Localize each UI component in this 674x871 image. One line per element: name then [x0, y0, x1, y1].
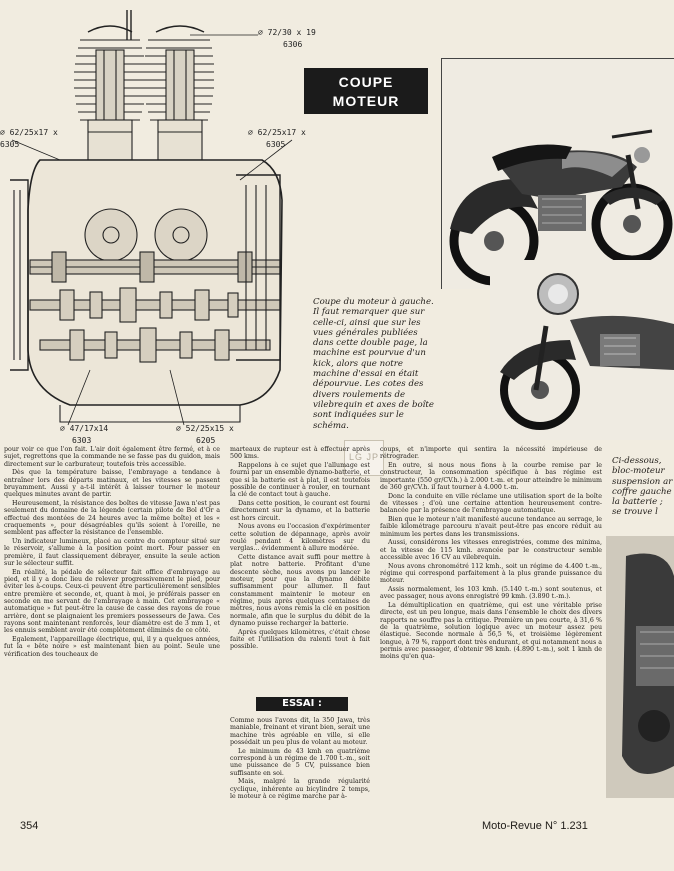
- paragraph: marteaux de rupteur est à effectuer après 500 kms.: [230, 446, 370, 461]
- bearing-code-bottom-right: 6205: [196, 436, 216, 445]
- bearing-label-left: ⌀ 62/25x17 x: [0, 128, 58, 137]
- paragraph: Nous avons chronométré 112 kmh., soit un régime de 4.400 t.-m., régime qui correspond parfaitement à la plus grande puissance du moteur.: [380, 562, 602, 585]
- paragraph: Assis normalement, les 103 kmh. (5.140 t.-m.) sont soutenus, et avec passager, nous avons enregistré 99 kmh. (3.890 t.-m.).: [380, 585, 602, 601]
- bearing-label-right: ⌀ 62/25x17 x: [248, 128, 306, 137]
- watermark-text: LG JP: [348, 452, 379, 462]
- paragraph: Comme nous l'avons dit, la 350 Jawa, très maniable, freinant et virant bien, serait une machine très agréable en ville, si elle possédait un peu plus de volant au moteur.: [230, 717, 370, 747]
- bearing-code-right: 6305: [266, 140, 286, 149]
- motorcycle-photo-top: [441, 58, 674, 289]
- bearing-label-top-right: ⌀ 72/30 x 19: [258, 28, 316, 37]
- paragraph: Donc la conduite en ville réclame une utilisation sport de la boîte de vitesses ; d'où une certaine attention heureusement contre-balancée par la présence de l'embrayage automatique.: [380, 492, 602, 515]
- motorcycle-photo-middle: [490, 260, 674, 440]
- paragraph: Mais, malgré la grande régularité cyclique, inhérente au bicylindre 2 temps, le moteur à ce régime marche par à-: [230, 778, 370, 801]
- article-column-3: [380, 446, 602, 662]
- bearing-label-bottom-right: ⌀ 52/25x15 x: [176, 424, 234, 433]
- footer-issue-number: N° 1.231: [544, 820, 588, 832]
- paragraph: En outre, si nous nous fions à la courbe remise par le constructeur, la consommation spécifique à bas régime est importante (550 gr/CV.h.) à 2.000 t.-m. et pour atteindre le minimum de 360 gr/CV.h. il faut tourner à 4.000 t.-m.: [380, 461, 602, 492]
- bearing-label-bottom-left: ⌀ 47/17x14: [60, 424, 109, 433]
- article-column-2-top: [230, 446, 370, 652]
- paragraph: Aussi, considérons les vitesses enregistrées, comme des minima, et la vitesse de 115 kmh. avancée par le constructeur semble accessible avec 16 CV au vilebrequin.: [380, 539, 602, 561]
- paragraph: Heureusement, la résistance des boîtes de vitesse Jawa n'est pas seulement du domaine de la légende (certain pilote de Bol d'Or a effectué des montées de 24 heures avec la même boîte) et les « craquements », pour désagréables qu'ils soient à l'oreille, ne semblent pas affecter la résistance de l'ensemble.: [4, 500, 220, 537]
- paragraph: Rappelons à ce sujet que l'allumage est fourni par un ensemble dynamo-batterie, et que si la batterie est à plat, il est toutefois possible de continuer à rouler, en tournant la clé de contact tout à gauche.: [230, 461, 370, 499]
- paragraph: Après quelques kilomètres, c'était chose faite et l'utilisation du ralenti tout à fait possible.: [230, 628, 370, 651]
- page-number: 354: [20, 820, 39, 832]
- caption-engine-cutaway: Coupe du moteur à gauche. Il faut remarquer que sur celle-ci, ainsi que sur les vues générales publiées dans cette double page, la machine est pourvue d'un kick, alors que notre machine d'essai en était dépourvue. Les cotes des divers roulements de vilebrequin et axes de boîte sont indiquées sur le schéma.: [313, 297, 434, 431]
- paragraph: Le minimum de 43 kmh en quatrième correspond à un régime de 1.700 t.-m., soit une puissance de 5 CV, puissance bien suffisante en soi.: [230, 747, 370, 777]
- paragraph: Bien que le moteur n'ait manifesté aucune tendance au serrage, le faible kilométrage parcouru n'avait peut-être pas encore réduit au minimum les pertes dans les transmissions.: [380, 515, 602, 538]
- footer-magazine: [482, 820, 588, 832]
- article-column-2-bottom: [230, 717, 370, 802]
- bearing-code-left: 6305: [0, 140, 20, 149]
- paragraph: Un indicateur lumineux, placé au centre du compteur situé sur le réservoir, s'allume à la position point mort. Pour passer en première, il faut classiquement débrayer, ensuite la seule action sur le sélecteur suffit.: [4, 538, 220, 568]
- paragraph: Nous avons eu l'occasion d'expérimenter cette solution de dépannage, après avoir roulé pendant 4 kilomètres sur du verglas... évidemment à allure modérée.: [230, 523, 370, 553]
- paragraph: En réalité, la pédale de sélecteur fait office d'embrayage au pied, et il y a donc lieu de relever progressivement le pied, pour éviter les à-coups. Ceux-ci peuvent être particulièrement sensibles entre première et seconde, et, quant à moi, je préférais passer en seconde en me servant de l'embrayage à main. Cet embrayage « automatique » fut peut-être la cause de casse des rayons de roue arrière, dont se plaignaient les premiers possesseurs de Jawa. Ces rayons sont maintenant renforcés, leur diamètre est de 3 mm 1, et les ennuis semblent avoir été complètement éliminés de ce côté.: [4, 568, 220, 635]
- caption-photo-right: Ci-dessous, bloc-moteur suspension ar coffre gauche la batterie ; se trouve l: [612, 456, 673, 518]
- section-title-essai: ESSAI :: [256, 697, 348, 711]
- paragraph: Dès que la température baisse, l'embrayage a tendance à entraîner lors des départs matinaux, et les vitesses se passent bruyamment. Aussi y a-t-il intérêt à laisser tourner le moteur quelques minutes avant de partir.: [4, 469, 220, 499]
- paragraph: Cette distance avait suffi pour mettre à plat notre batterie. Profitant d'une descente sèche, nous avons pu lancer le moteur, pour que la dynamo débite suffisamment pour allumer. Il faut constamment maintenir le moteur en régime, puis après quelques centaines de mètres, nous avons remis la clé en position normale, afin que le surplus du débit de la dynamo puisse recharger la batterie.: [230, 554, 370, 628]
- footer-magazine-name: Moto-Revue: [482, 820, 542, 832]
- paragraph: Dans cette position, le courant est fourni directement sur la dynamo, et la batterie est hors circuit.: [230, 500, 370, 522]
- bearing-code-top-right: 6306: [283, 40, 303, 49]
- article-column-1: [4, 446, 220, 659]
- paragraph: Egalement, l'appareillage électrique, qui, il y a quelques années, fut la « bête noire » est maintenant bien au point. Seule une vérification des toucheaux de: [4, 636, 220, 658]
- bearing-code-bottom-left: 6303: [72, 436, 92, 445]
- paragraph: pour voir ce que l'on fait. L'air doit également être fermé, et à ce sujet, regrettons que la commande ne se fasse pas du guidon, mais directement sur le carburateur, toutefois très accessible.: [4, 446, 220, 468]
- paragraph: coups, et n'importe qui sentira la nécessité impérieuse de rétrograder.: [380, 446, 602, 461]
- page-title-line2: MOTEUR: [332, 93, 400, 109]
- paragraph: La démultiplication en quatrième, qui est une véritable prise directe, est un peu longue, mais dans l'ensemble le choix des divers rapports ne souffre pas la critique. Première un peu courte, à 31,6 % de la quatrième, solution logique avec un moteur assez peu élastique. Seconde normale à 56,5 %, et troisième légèrement longue, à 79 %, rapport dont très endurant, et qui notamment nous a permis avec passager, d'obtenir 98 kmh. (4.890 t.-m.), soit 1 kmh de moins qu'en qua-: [380, 601, 602, 661]
- page-title-banner: [304, 68, 428, 114]
- engine-cutaway-diagram: [0, 10, 303, 440]
- page-title-line1: COUPE: [338, 74, 394, 90]
- motorcycle-photo-bottom: [606, 536, 674, 798]
